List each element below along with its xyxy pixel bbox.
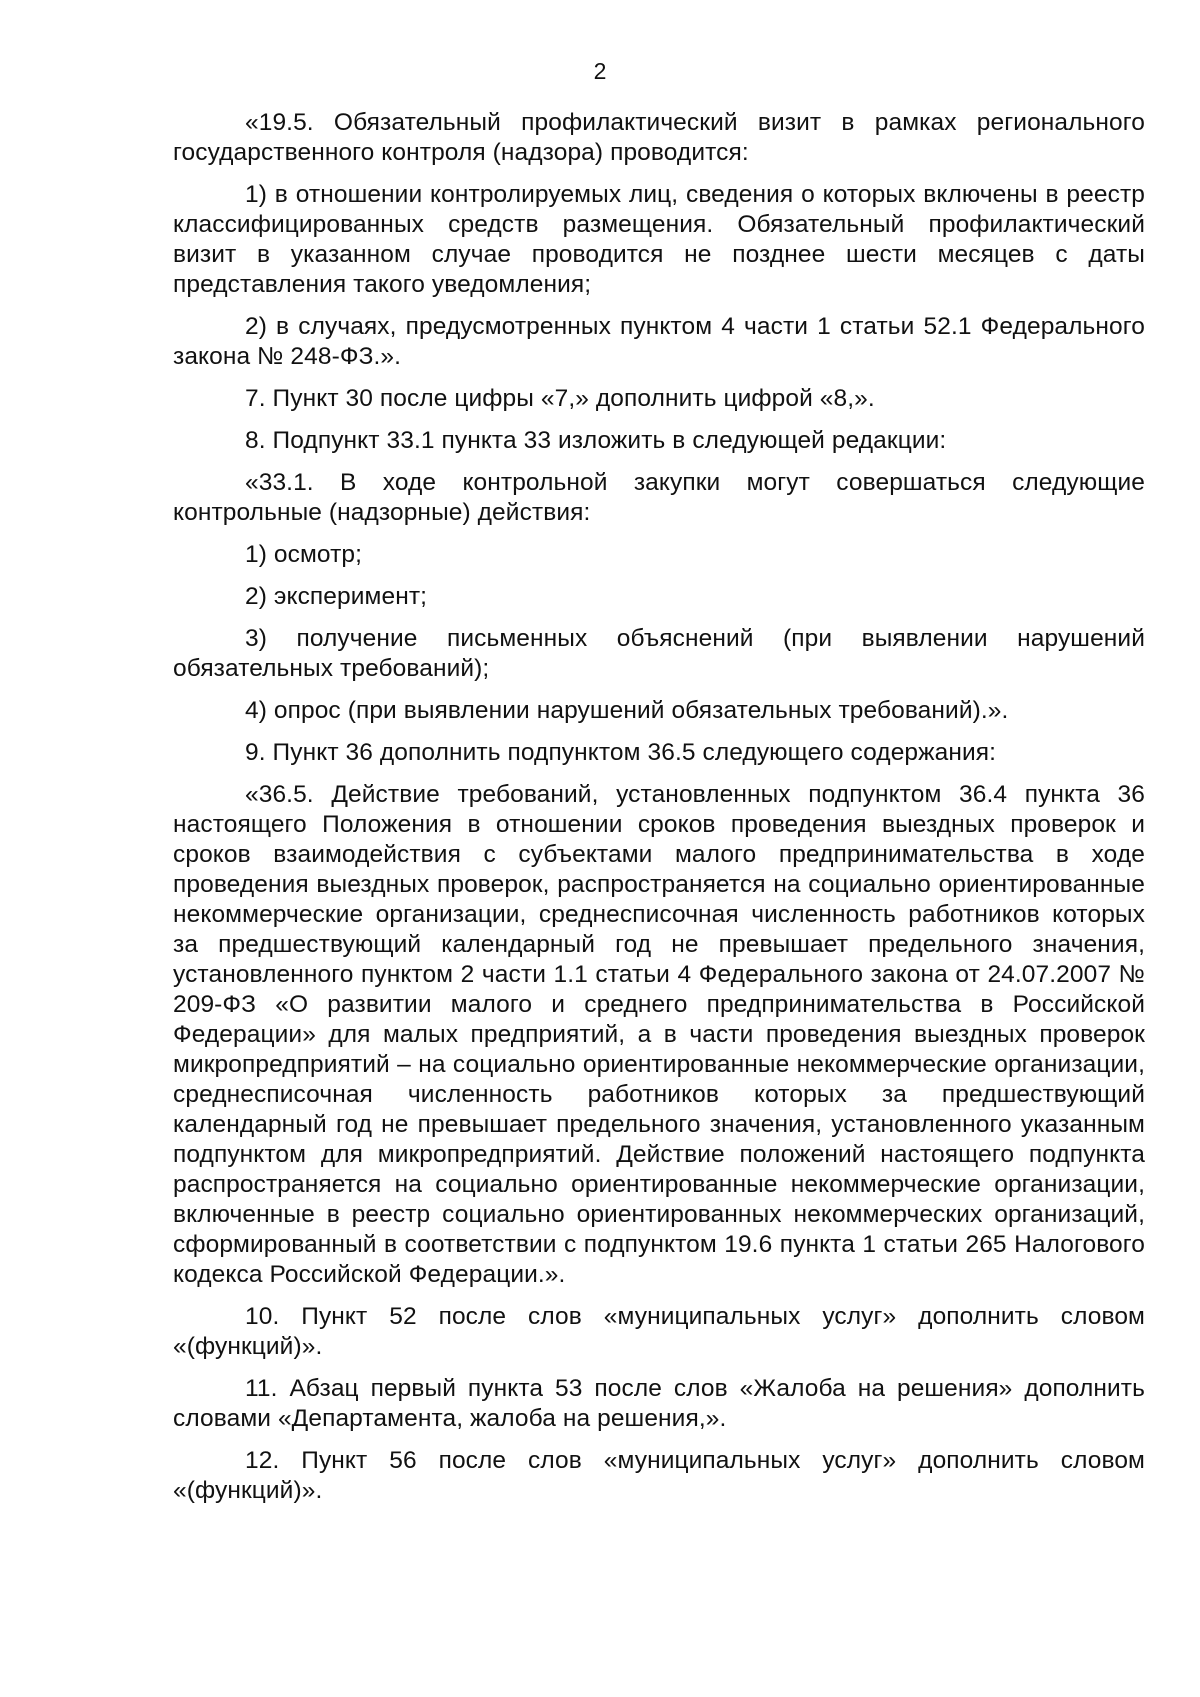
page-number: 2 xyxy=(593,58,607,84)
paragraph-33-1-item-4: 4) опрос (при выявлении нарушений обязательных требований).». xyxy=(245,697,1009,724)
paragraph-36-5: «36.5. Действие требований, установленных подпунктом 36.4 пункта 36 настоящего Положения в отношении сроков проведения выездных проверок и сроков взаимодействия с субъектами малого предпринимательства в ходе проведения выездных проверок, распространяется на социально ориентированные некоммерческие организации, среднесписочная численность работников которых за предшествующий календарный год не превышает предельного значения, установленного пунктом 2 части 1.1 статьи 4 Федерального закона от 24.07.2007 № 209-ФЗ «О развитии малого и среднего предпринимательства в Российской Федерации» для малых предприятий, а в части проведения выездных проверок микропредприятий – на социально ориентированные некоммерческие организации, среднесписочная численность работников которых за предшествующий календарный год не превышает предельного значения, установленного указанным подпунктом для микропредприятий. Действие положений настоящего подпункта распространяется на социально ориентированные некоммерческие организации, включенные в реестр социально ориентированных некоммерческих организаций, сформированный в соответствии с подпунктом 19.6 пункта 1 статьи 265 Налогового кодекса Российской Федерации.». xyxy=(173,781,1145,1288)
paragraph-19-5-item-1: 1) в отношении контролируемых лиц, сведения о которых включены в реестр классифицированных средств размещения. Обязательный профилактический визит в указанном случае проводится не позднее шести месяцев с даты представления такого уведомления; xyxy=(173,181,1145,298)
paragraph-item-10: 10. Пункт 52 после слов «муниципальных услуг» дополнить словом «(функций)». xyxy=(173,1303,1145,1360)
paragraph-33-1-intro: «33.1. В ходе контрольной закупки могут совершаться следующие контрольные (надзорные) действия: xyxy=(173,469,1145,526)
paragraph-33-1-item-2: 2) эксперимент; xyxy=(245,583,428,610)
paragraph-33-1-item-3: 3) получение письменных объяснений (при выявлении нарушений обязательных требований); xyxy=(173,625,1145,682)
paragraph-item-7: 7. Пункт 30 после цифры «7,» дополнить цифрой «8,». xyxy=(245,385,875,412)
paragraph-item-11: 11. Абзац первый пункта 53 после слов «Жалоба на решения» дополнить словами «Департамента, жалоба на решения,». xyxy=(173,1375,1145,1432)
paragraph-item-12: 12. Пункт 56 после слов «муниципальных услуг» дополнить словом «(функций)». xyxy=(173,1447,1145,1504)
document-body xyxy=(173,108,1145,1518)
paragraph-19-5-item-2: 2) в случаях, предусмотренных пунктом 4 части 1 статьи 52.1 Федерального закона № 248-ФЗ.». xyxy=(173,313,1145,370)
paragraph-19-5-intro: «19.5. Обязательный профилактический визит в рамках регионального государственного контроля (надзора) проводится: xyxy=(173,109,1145,166)
paragraph-item-9: 9. Пункт 36 дополнить подпунктом 36.5 следующего содержания: xyxy=(245,739,997,766)
paragraph-item-8: 8. Подпункт 33.1 пункта 33 изложить в следующей редакции: xyxy=(245,427,947,454)
paragraph-33-1-item-1: 1) осмотр; xyxy=(245,541,363,568)
